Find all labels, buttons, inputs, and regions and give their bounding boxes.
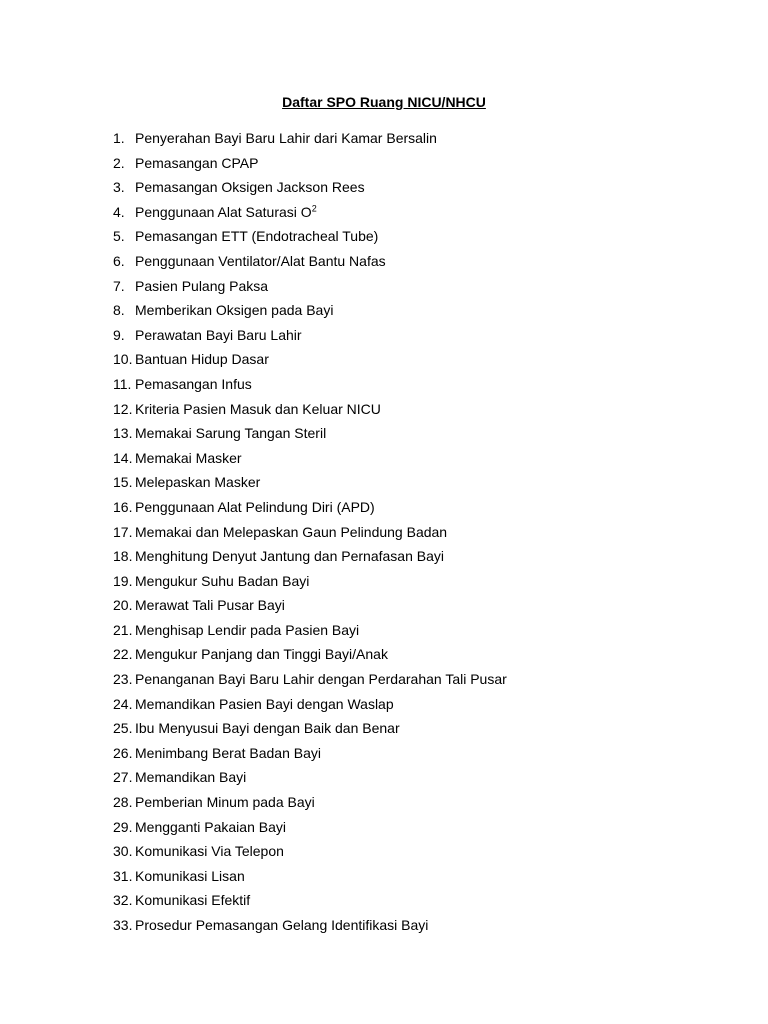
list-item [113,547,507,572]
list-item [113,793,507,818]
list-item [113,523,507,548]
list-item [113,252,507,277]
list-item-number: 33. [113,917,133,933]
list-item [113,375,507,400]
list-item [113,719,507,744]
list-item [113,916,507,941]
list-item-text: Komunikasi Lisan [135,867,245,884]
superscript: 2 [311,203,317,214]
list-item-number: 8. [113,302,125,319]
list-item-number: 26. [113,744,133,761]
list-item-text: Perawatan Bayi Baru Lahir [135,326,302,343]
list-item-text: Pemberian Minum pada Bayi [135,794,315,811]
list-item-text: Kriteria Pasien Masuk dan Keluar NICU [135,400,381,417]
list-item-text: Pemasangan Oksigen Jackson Rees [135,179,365,196]
list-item-text: Merawat Tali Pusar Bayi [135,597,285,614]
list-item-text: Komunikasi Via Telepon [135,843,284,860]
list-item-text: Menimbang Berat Badan Bayi [135,744,321,761]
list-item-text: Memakai Sarung Tangan Steril [135,425,327,442]
list-item [113,301,507,326]
list-item-number: 22. [113,646,133,663]
list-item-number: 32. [113,892,133,909]
list-item-number: 19. [113,572,133,589]
list-item [113,400,507,425]
list-item-number: 21. [113,621,133,638]
list-item-number: 1. [113,130,125,146]
list-item-number: 16. [113,498,133,515]
list-item-number: 12. [113,400,133,417]
list-item-text: Pemasangan ETT (Endotracheal Tube) [135,228,379,245]
list-item-number: 14. [113,449,133,466]
list-item-number: 29. [113,818,133,835]
list-item-number: 9. [113,326,125,343]
list-item-number: 31. [113,867,133,884]
list-item [113,891,507,916]
list-item-number: 24. [113,695,133,712]
list-item-text: Penyerahan Bayi Baru Lahir dari Kamar Bersalin [135,130,437,146]
list-item [113,350,507,375]
list-item-text: Memandikan Bayi [135,769,247,786]
list-item [113,818,507,843]
list-item-text: Pemasangan CPAP [135,154,259,171]
list-item-text: Bantuan Hidup Dasar [135,351,269,368]
list-item-text: Memakai Masker [135,449,242,466]
list-item [113,867,507,892]
list-item-text: Menghitung Denyut Jantung dan Pernafasan Bayi [135,548,444,565]
list-item-text: Penggunaan Alat Pelindung Diri (APD) [135,498,375,515]
list-item-number: 25. [113,720,133,737]
list-item [113,203,507,228]
list-item-number: 18. [113,548,133,565]
list-item-text: Memakai dan Melepaskan Gaun Pelindung Badan [135,523,448,540]
list-item [113,277,507,302]
list-item-text: Memberikan Oksigen pada Bayi [135,302,334,319]
list-item [113,424,507,449]
list-item [113,645,507,670]
list-item-text: Komunikasi Efektif [135,892,251,909]
list-item-number: 4. [113,203,125,220]
list-item [113,842,507,867]
list-item-number: 10. [113,351,133,368]
list-item [113,129,507,154]
list-item [113,572,507,597]
list-item-text: Memandikan Pasien Bayi dengan Waslap [135,695,394,712]
list-item-text: Pasien Pulang Paksa [135,277,269,294]
list-item-text: Prosedur Pemasangan Gelang Identifikasi Bayi [135,917,429,933]
document-title: Daftar SPO Ruang NICU/NHCU [282,94,486,110]
list-item [113,744,507,769]
list-item-text: Mengukur Suhu Badan Bayi [135,572,310,589]
list-item-number: 13. [113,425,133,442]
list-item-text: Mengganti Pakaian Bayi [135,818,286,835]
list-item [113,695,507,720]
list-item-number: 30. [113,843,133,860]
list-item [113,227,507,252]
list-item-number: 28. [113,794,133,811]
list-item [113,449,507,474]
list-item-text: Penanganan Bayi Baru Lahir dengan Perdarahan Tali Pusar [135,671,507,688]
list-item-number: 3. [113,179,125,196]
list-item [113,178,507,203]
list-item-text: Menghisap Lendir pada Pasien Bayi [135,621,360,638]
list-item [113,670,507,695]
list-item [113,768,507,793]
list-item-number: 11. [113,375,132,392]
list-item-number: 20. [113,597,133,614]
list-item-text: Melepaskan Masker [135,474,261,491]
list-item-text: Penggunaan Ventilator/Alat Bantu Nafas [135,252,386,269]
list-item-number: 6. [113,252,125,269]
spo-list [113,129,507,941]
list-item [113,473,507,498]
list-item-number: 15. [113,474,133,491]
list-item [113,326,507,351]
list-item-text: Mengukur Panjang dan Tinggi Bayi/Anak [135,646,388,663]
list-item [113,498,507,523]
list-item-text: Ibu Menyusui Bayi dengan Baik dan Benar [135,720,400,737]
list-item [113,154,507,179]
list-item-number: 17. [113,523,133,540]
list-item-number: 5. [113,228,125,245]
list-item [113,596,507,621]
list-item-number: 23. [113,671,133,688]
list-item-text: Pemasangan Infus [135,375,252,392]
list-item-number: 7. [113,277,125,294]
list-item [113,621,507,646]
list-item-text: Penggunaan Alat Saturasi O [135,203,312,220]
list-item-number: 2. [113,154,125,171]
list-item-number: 27. [113,769,133,786]
